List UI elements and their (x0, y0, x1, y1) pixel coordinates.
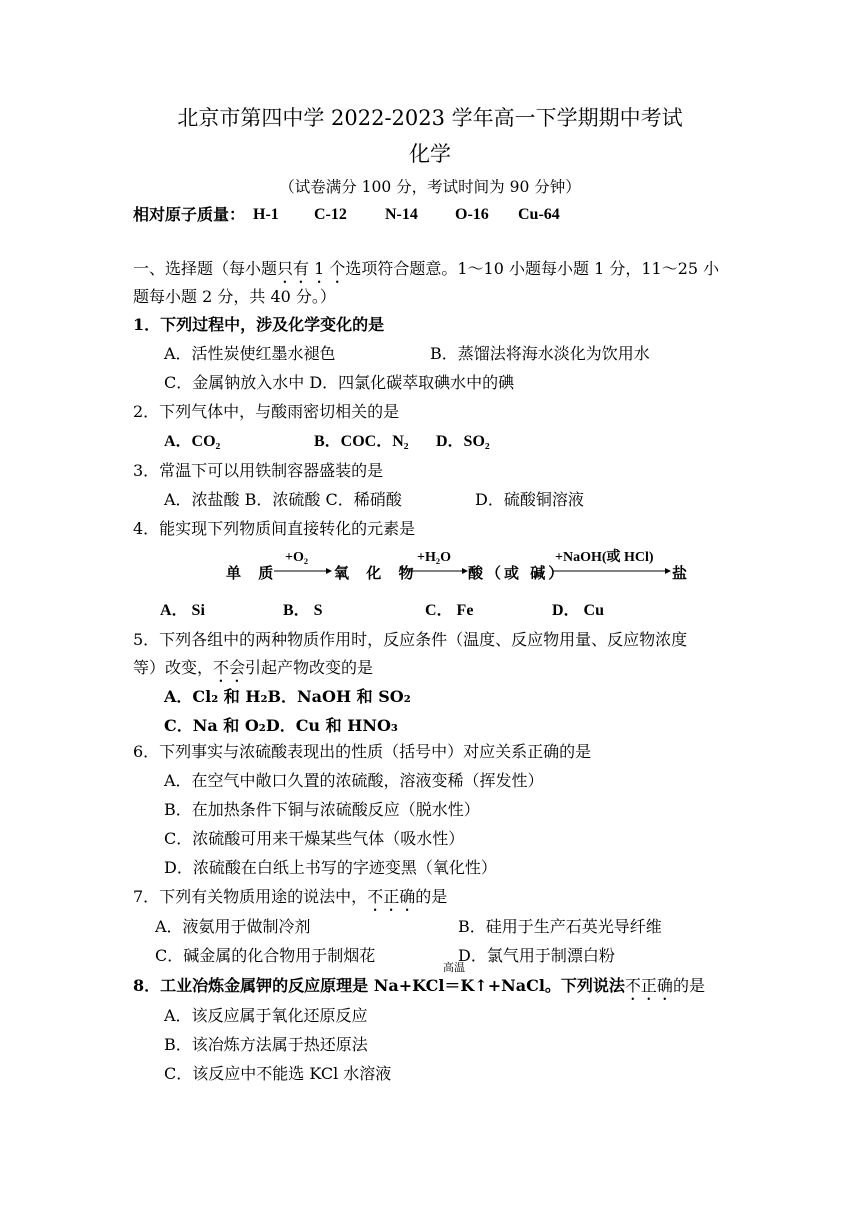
q4-arrow-label-naoh-hcl: +NaOH(或 HCl) (555, 550, 654, 565)
q4-flow-element: 单 质 (226, 564, 280, 582)
q4-option-c: C． Fe (425, 602, 474, 619)
q6-option-d: D．浓硫酸在白纸上书写的字迹变黑（氧化性） (164, 858, 497, 877)
q8-option-a: A．该反应属于氧化还原反应 (164, 1006, 368, 1025)
q8-stem-emphasis: 不正确 (624, 976, 673, 995)
atomic-label: 相对原子质量： (133, 205, 246, 224)
q2-option-d: D．SO₂ (436, 433, 490, 450)
q7-stem-a: 7．下列有关物质用途的说法中， (133, 887, 368, 906)
atomic-mass-h: H-1 (253, 206, 279, 223)
q8-option-b: B．该冶炼方法属于热还原法 (164, 1035, 368, 1054)
q4-stem: 4．能实现下列物质间直接转化的元素是 (133, 519, 416, 538)
subject-title: 化学 (409, 142, 451, 166)
atomic-masses-row (133, 205, 245, 225)
q7-stem-emphasis: 不正确 (367, 887, 416, 906)
q6-option-a: A．在空气中敞口久置的浓硫酸，溶液变稀（挥发性） (164, 771, 544, 790)
q2-option-bc: B．COC．N₂ (314, 433, 409, 450)
section-intro-line1 (133, 259, 719, 287)
q4-arrow-2 (408, 566, 468, 576)
q4-arrow-1 (274, 566, 332, 576)
q5-stem-emphasis: 不会 (213, 658, 246, 677)
q5-option-ab: A．Cl₂ 和 H₂B．NaOH 和 SO₂ (164, 687, 411, 706)
q6-stem: 6．下列事实与浓硫酸表现出的性质（括号中）对应关系正确的是 (133, 742, 592, 761)
q5-stem-line1: 5．下列各组中的两种物质作用时，反应条件（温度、反应物用量、反应物浓度 (133, 630, 688, 649)
q7-stem-b: 的是 (415, 887, 448, 906)
section-intro-emphasis: 只有 1 个 (277, 259, 346, 278)
q3-option-d: D．硫酸铜溶液 (475, 490, 584, 509)
q1-option-b: B．蒸馏法将海水淡化为饮用水 (430, 344, 650, 363)
q5-stem-2a: 等）改变， (133, 658, 214, 677)
q2-stem: 2．下列气体中，与酸雨密切相关的是 (133, 402, 400, 421)
q7-option-a: A．液氨用于做制冷剂 (155, 917, 311, 936)
q4-arrow-3 (553, 566, 671, 576)
q5-option-cd: C．Na 和 O₂D．Cu 和 HNO₃ (164, 716, 398, 735)
q8-condition-label: 高温 (443, 961, 465, 974)
q4-option-a: A． Si (160, 602, 205, 619)
section-intro-a: 一、选择题（每小题 (133, 259, 278, 278)
q8-option-c: C．该反应中不能选 KCl 水溶液 (164, 1064, 392, 1083)
q7-option-d: D．氯气用于制漂白粉 (458, 946, 615, 965)
q1-option-a: A．活性炭使红墨水褪色 (164, 344, 336, 363)
q4-arrow-label-h2o: +H₂O (417, 550, 451, 565)
q7-option-c: C．碱金属的化合物用于制烟花 (155, 946, 376, 965)
atomic-mass-o: O-16 (455, 206, 489, 223)
q1-option-cd: C．金属钠放入水中 D．四氯化碳萃取碘水中的碘 (164, 373, 515, 392)
q6-option-b: B．在加热条件下铜与浓硫酸反应（脱水性） (164, 800, 480, 819)
section-intro-b: 选项符合题意。1～10 小题每小题 1 分，11～25 小 (345, 259, 720, 278)
q4-option-b: B． S (283, 602, 323, 619)
q5-stem-2b: 引起产物改变的是 (245, 658, 374, 677)
atomic-mass-cu: Cu-64 (518, 206, 560, 223)
atomic-mass-c: C-12 (314, 206, 347, 223)
q1-stem-text: 1．下列过程中，涉及化学变化的是 (133, 315, 385, 334)
q6-option-c: C．浓硫酸可用来干燥某些气体（吸水性） (164, 829, 465, 848)
q4-flow-oxide: 氧 化 物 (334, 564, 420, 582)
q4-flow-acid-base: 酸（或 碱） (468, 564, 567, 582)
q4-flow-salt: 盐 (672, 564, 694, 582)
q8-stem-a: 8．工业冶炼金属钾的反应原理是 Na+KCl＝K↑+NaCl。下列说法 (133, 976, 625, 995)
q7-stem (133, 887, 447, 915)
section-intro-line2: 题每小题 2 分，共 40 分。） (133, 287, 336, 306)
exam-title: 北京市第四中学 2022-2023 学年高一下学期期中考试 (177, 106, 683, 130)
q2-option-a: A．CO₂ (164, 433, 221, 450)
q8-stem (133, 976, 705, 1004)
q8-stem-b: 的是 (672, 976, 705, 995)
q3-option-abc: A．浓盐酸 B．浓硫酸 C．稀硝酸 (164, 490, 402, 509)
exam-note: （试卷满分 100 分，考试时间为 90 分钟） (279, 178, 581, 196)
atomic-mass-n: N-14 (385, 206, 418, 223)
q7-option-b: B．硅用于生产石英光导纤维 (458, 917, 662, 936)
q1-stem (133, 315, 384, 335)
q4-arrow-label-o2: +O₂ (285, 550, 309, 565)
q4-option-d: D． Cu (552, 602, 605, 619)
q5-stem-line2 (133, 658, 373, 686)
q3-stem: 3．常温下可以用铁制容器盛装的是 (133, 461, 384, 480)
